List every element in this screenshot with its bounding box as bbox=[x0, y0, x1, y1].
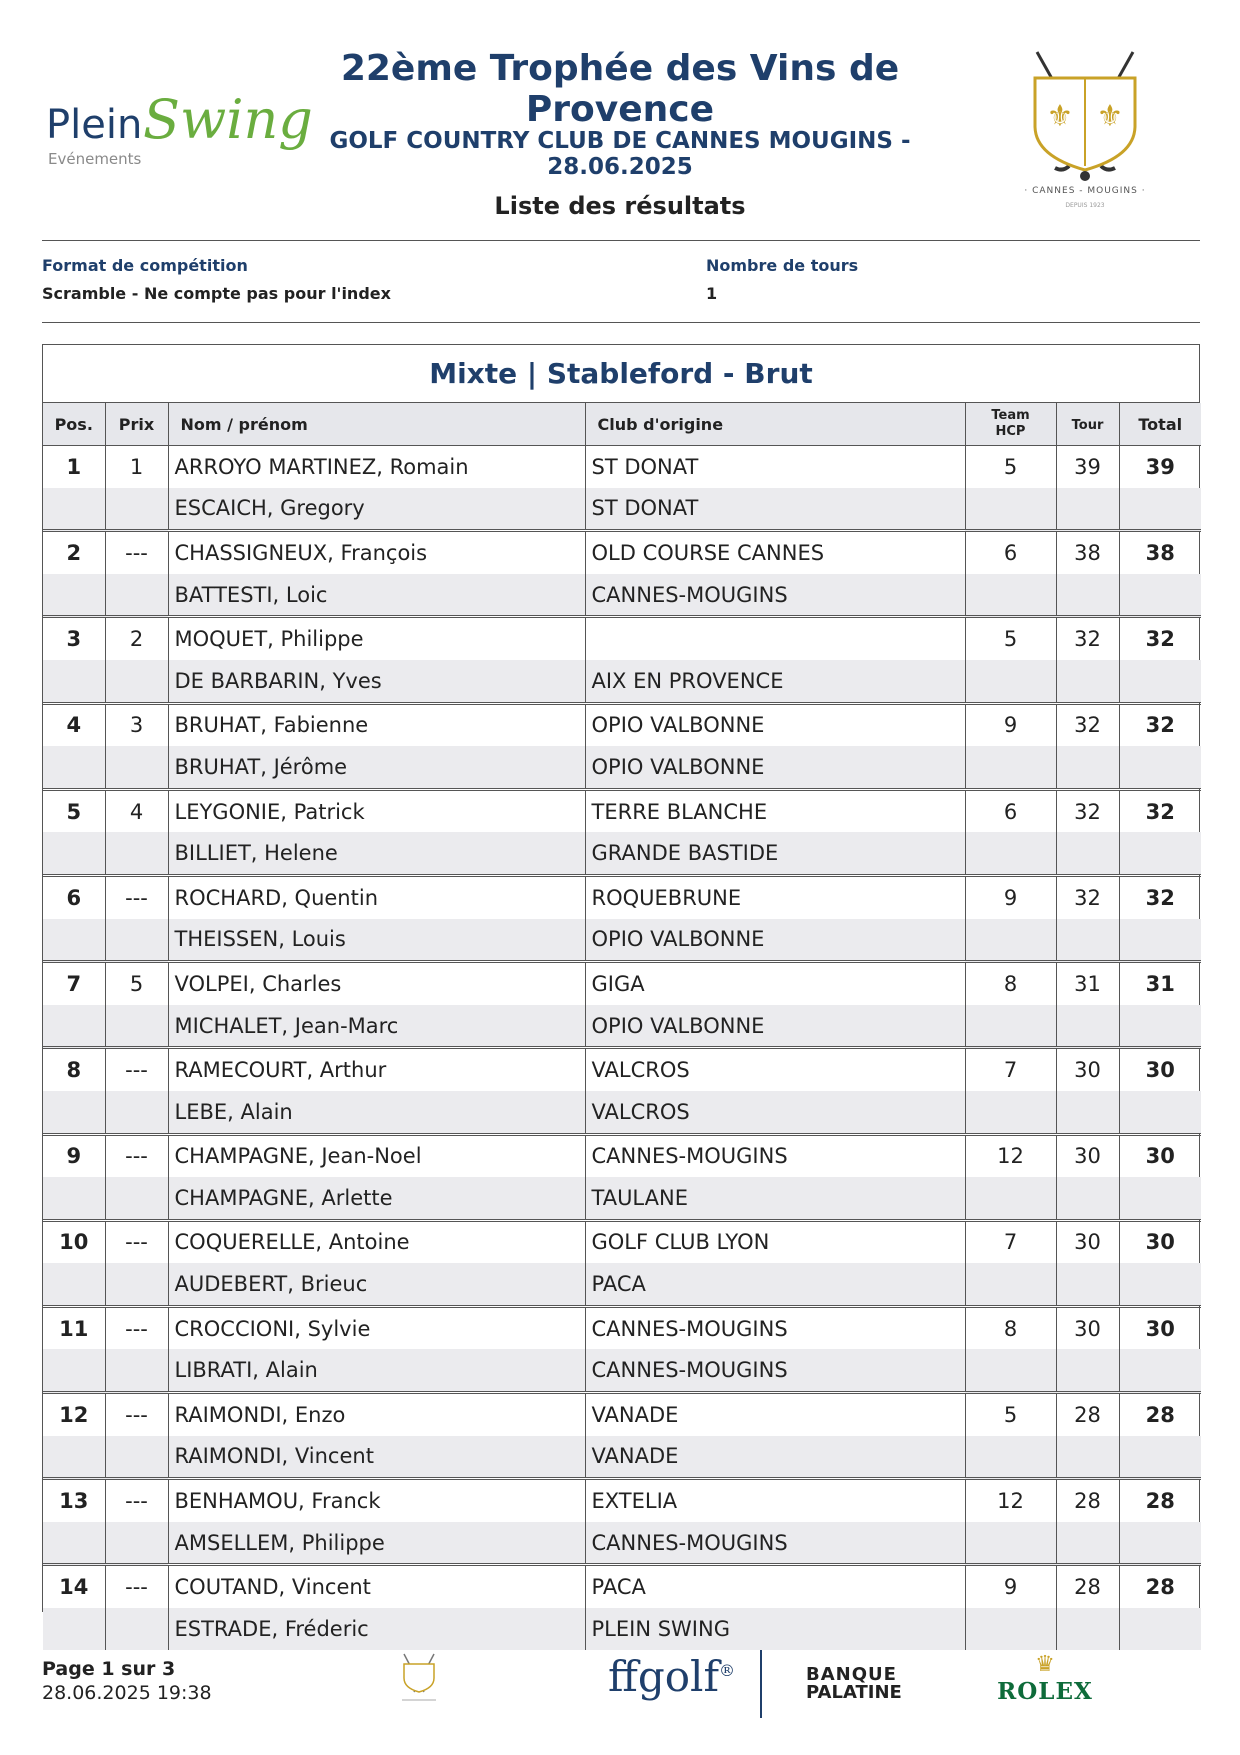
cell-tour-empty bbox=[1056, 832, 1119, 875]
cell-pos-empty bbox=[43, 1091, 105, 1134]
cell-tour: 39 bbox=[1056, 446, 1119, 488]
cell-club: CANNES-MOUGINS bbox=[585, 1522, 965, 1565]
col-header-hcp-line1: Team bbox=[991, 408, 1030, 423]
cell-club: OPIO VALBONNE bbox=[585, 919, 965, 962]
rolex-wordmark: ROLEX bbox=[997, 1678, 1093, 1705]
cell-tour: 32 bbox=[1056, 789, 1119, 832]
cell-pos-empty bbox=[43, 1436, 105, 1479]
cell-total: 30 bbox=[1119, 1220, 1201, 1263]
plein-swing-logo bbox=[46, 88, 313, 172]
team-row-primary bbox=[43, 446, 1201, 488]
cell-team-hcp: 8 bbox=[965, 962, 1056, 1005]
cell-club: AIX EN PROVENCE bbox=[585, 660, 965, 703]
cell-prix: 1 bbox=[105, 446, 168, 488]
results-title: Mixte | Stableford - Brut bbox=[43, 345, 1199, 403]
svg-text:⚜: ⚜ bbox=[1096, 99, 1124, 134]
cell-club: CANNES-MOUGINS bbox=[585, 1349, 965, 1392]
cell-player-name: CROCCIONI, Sylvie bbox=[168, 1306, 585, 1349]
cell-club: EXTELIA bbox=[585, 1479, 965, 1522]
team-row-primary bbox=[43, 703, 1201, 746]
team-row-primary bbox=[43, 1393, 1201, 1436]
cell-pos-empty bbox=[43, 1608, 105, 1650]
cell-hcp-empty bbox=[965, 1177, 1056, 1220]
cell-prix-empty bbox=[105, 1522, 168, 1565]
cell-tour-empty bbox=[1056, 574, 1119, 617]
cell-player-name: ROCHARD, Quentin bbox=[168, 875, 585, 918]
cell-prix: --- bbox=[105, 1393, 168, 1436]
cell-tour-empty bbox=[1056, 488, 1119, 531]
cell-tour: 38 bbox=[1056, 531, 1119, 574]
cell-pos: 6 bbox=[43, 875, 105, 918]
team-row-secondary bbox=[43, 1349, 1201, 1392]
cell-total: 32 bbox=[1119, 875, 1201, 918]
cell-prix: --- bbox=[105, 1048, 168, 1091]
cell-total: 31 bbox=[1119, 962, 1201, 1005]
cell-team-hcp: 5 bbox=[965, 617, 1056, 660]
cell-player-name: BRUHAT, Fabienne bbox=[168, 703, 585, 746]
cell-club: GOLF CLUB LYON bbox=[585, 1220, 965, 1263]
team-row-primary bbox=[43, 789, 1201, 832]
results-table-panel bbox=[42, 344, 1200, 1641]
rounds-label: Nombre de tours bbox=[706, 256, 859, 275]
cell-club: OPIO VALBONNE bbox=[585, 703, 965, 746]
cell-prix-empty bbox=[105, 488, 168, 531]
team-row-secondary bbox=[43, 574, 1201, 617]
cell-pos-empty bbox=[43, 919, 105, 962]
cell-club: GRANDE BASTIDE bbox=[585, 832, 965, 875]
cell-player-name: DE BARBARIN, Yves bbox=[168, 660, 585, 703]
team-row-secondary bbox=[43, 832, 1201, 875]
cell-tour: 31 bbox=[1056, 962, 1119, 1005]
cell-prix: 3 bbox=[105, 703, 168, 746]
cell-prix-empty bbox=[105, 746, 168, 789]
col-header-tour-label: Tour bbox=[1071, 418, 1104, 433]
cell-prix: 5 bbox=[105, 962, 168, 1005]
cell-pos: 5 bbox=[43, 789, 105, 832]
cell-team-hcp: 8 bbox=[965, 1306, 1056, 1349]
team-row-primary bbox=[43, 962, 1201, 1005]
cell-pos-empty bbox=[43, 1522, 105, 1565]
cell-total-empty bbox=[1119, 488, 1201, 531]
cell-prix: --- bbox=[105, 1565, 168, 1608]
cell-total-empty bbox=[1119, 1177, 1201, 1220]
cell-team-hcp: 7 bbox=[965, 1220, 1056, 1263]
team-row-secondary bbox=[43, 1263, 1201, 1306]
cell-prix-empty bbox=[105, 1349, 168, 1392]
cell-player-name: BRUHAT, Jérôme bbox=[168, 746, 585, 789]
cell-club: PACA bbox=[585, 1263, 965, 1306]
cell-hcp-empty bbox=[965, 488, 1056, 531]
cell-tour: 28 bbox=[1056, 1565, 1119, 1608]
col-header-name: Nom / prénom bbox=[168, 403, 585, 446]
cell-club: ST DONAT bbox=[585, 488, 965, 531]
cell-pos: 1 bbox=[43, 446, 105, 488]
cell-tour: 32 bbox=[1056, 703, 1119, 746]
cell-prix-empty bbox=[105, 1436, 168, 1479]
cell-total-empty bbox=[1119, 1005, 1201, 1048]
team-row-primary bbox=[43, 1220, 1201, 1263]
team-row-secondary bbox=[43, 1177, 1201, 1220]
banque-line2: PALATINE bbox=[806, 1682, 902, 1703]
cell-player-name: LEBE, Alain bbox=[168, 1091, 585, 1134]
cell-pos: 12 bbox=[43, 1393, 105, 1436]
banque-palatine-logo bbox=[806, 1666, 946, 1702]
team-row-primary bbox=[43, 1134, 1201, 1177]
team-row-primary bbox=[43, 875, 1201, 918]
team-row-primary bbox=[43, 1565, 1201, 1608]
cell-tour: 30 bbox=[1056, 1048, 1119, 1091]
cell-prix: --- bbox=[105, 531, 168, 574]
crest-icon bbox=[1015, 48, 1155, 183]
cell-total-empty bbox=[1119, 1349, 1201, 1392]
cell-club: VALCROS bbox=[585, 1048, 965, 1091]
cell-tour-empty bbox=[1056, 919, 1119, 962]
cell-pos-empty bbox=[43, 660, 105, 703]
col-header-tour bbox=[1056, 403, 1119, 446]
logo-word-swing: Swing bbox=[143, 88, 313, 151]
cell-pos: 9 bbox=[43, 1134, 105, 1177]
cell-player-name: MOQUET, Philippe bbox=[168, 617, 585, 660]
document-header bbox=[0, 0, 1240, 230]
cell-total-empty bbox=[1119, 1091, 1201, 1134]
cell-tour: 32 bbox=[1056, 875, 1119, 918]
cell-pos: 13 bbox=[43, 1479, 105, 1522]
cell-prix: 2 bbox=[105, 617, 168, 660]
table-header-row bbox=[43, 403, 1201, 446]
col-header-total: Total bbox=[1119, 403, 1201, 446]
cell-hcp-empty bbox=[965, 1091, 1056, 1134]
small-crest-icon bbox=[398, 1652, 440, 1704]
cell-club: CANNES-MOUGINS bbox=[585, 1306, 965, 1349]
cell-player-name: CHAMPAGNE, Arlette bbox=[168, 1177, 585, 1220]
cell-club: OPIO VALBONNE bbox=[585, 746, 965, 789]
cell-prix: --- bbox=[105, 1479, 168, 1522]
cell-team-hcp: 6 bbox=[965, 789, 1056, 832]
cell-club: PACA bbox=[585, 1565, 965, 1608]
cell-team-hcp: 6 bbox=[965, 531, 1056, 574]
cell-player-name: CHASSIGNEUX, François bbox=[168, 531, 585, 574]
cell-player-name: COQUERELLE, Antoine bbox=[168, 1220, 585, 1263]
cell-club: ROQUEBRUNE bbox=[585, 875, 965, 918]
team-row-primary bbox=[43, 531, 1201, 574]
ffgolf-logo bbox=[608, 1652, 735, 1701]
cell-team-hcp: 9 bbox=[965, 703, 1056, 746]
cell-team-hcp: 7 bbox=[965, 1048, 1056, 1091]
ffgolf-wordmark: ffgolf bbox=[608, 1652, 719, 1701]
document-heading: Liste des résultats bbox=[494, 192, 746, 220]
cell-prix-empty bbox=[105, 832, 168, 875]
cell-pos-empty bbox=[43, 1177, 105, 1220]
print-datetime: 28.06.2025 19:38 bbox=[42, 1682, 212, 1704]
team-row-primary bbox=[43, 1048, 1201, 1091]
cell-pos: 7 bbox=[43, 962, 105, 1005]
cell-tour-empty bbox=[1056, 660, 1119, 703]
cell-hcp-empty bbox=[965, 919, 1056, 962]
cell-pos-empty bbox=[43, 1263, 105, 1306]
team-row-primary bbox=[43, 617, 1201, 660]
cell-tour: 28 bbox=[1056, 1393, 1119, 1436]
cell-pos-empty bbox=[43, 1349, 105, 1392]
crest-text: · CANNES - MOUGINS · bbox=[1024, 186, 1146, 196]
cell-total: 39 bbox=[1145, 454, 1175, 479]
small-club-crest-logo bbox=[398, 1652, 440, 1704]
cell-prix: --- bbox=[105, 1306, 168, 1349]
format-label: Format de compétition bbox=[42, 256, 248, 275]
cell-total: 38 bbox=[1119, 531, 1201, 574]
cell-tour-empty bbox=[1056, 1263, 1119, 1306]
cell-total-empty bbox=[1119, 574, 1201, 617]
cell-total: 32 bbox=[1119, 789, 1201, 832]
col-header-team-hcp bbox=[965, 403, 1056, 446]
cell-player-name: BILLIET, Helene bbox=[168, 832, 585, 875]
cell-tour: 30 bbox=[1056, 1134, 1119, 1177]
cell-pos: 3 bbox=[43, 617, 105, 660]
cell-total: 28 bbox=[1119, 1479, 1201, 1522]
crown-icon: ♛ bbox=[1035, 1652, 1055, 1677]
cell-tour: 32 bbox=[1056, 617, 1119, 660]
cell-player-name: MICHALET, Jean-Marc bbox=[168, 1005, 585, 1048]
team-row-secondary bbox=[43, 1436, 1201, 1479]
divider-bottom bbox=[42, 322, 1200, 323]
cell-tour-empty bbox=[1056, 1436, 1119, 1479]
cell-prix-empty bbox=[105, 660, 168, 703]
cell-prix-empty bbox=[105, 919, 168, 962]
cell-total: 30 bbox=[1119, 1306, 1201, 1349]
cell-club: VANADE bbox=[585, 1393, 965, 1436]
cell-hcp-empty bbox=[965, 1608, 1056, 1650]
cell-prix: --- bbox=[105, 1220, 168, 1263]
cell-player-name: CHAMPAGNE, Jean-Noel bbox=[168, 1134, 585, 1177]
cell-total: 28 bbox=[1119, 1565, 1201, 1608]
cell-pos: 14 bbox=[43, 1565, 105, 1608]
cell-prix: 4 bbox=[105, 789, 168, 832]
team-row-secondary bbox=[43, 488, 1201, 531]
page-number: Page 1 sur 3 bbox=[42, 1658, 176, 1680]
svg-text:⚜: ⚜ bbox=[1046, 99, 1074, 134]
col-header-prix: Prix bbox=[105, 403, 168, 446]
page-subtitle: GOLF COUNTRY CLUB DE CANNES MOUGINS - 28.06.2025 bbox=[329, 128, 911, 180]
cell-hcp-empty bbox=[965, 660, 1056, 703]
format-value: Scramble - Ne compte pas pour l'index bbox=[42, 284, 391, 303]
cell-total: 28 bbox=[1119, 1393, 1201, 1436]
cell-pos: 2 bbox=[43, 531, 105, 574]
page-title: 22ème Trophée des Vins de Provence bbox=[340, 48, 900, 130]
cell-total: 30 bbox=[1119, 1134, 1201, 1177]
registered-icon: ® bbox=[719, 1661, 735, 1680]
cell-hcp-empty bbox=[965, 1436, 1056, 1479]
cell-pos-empty bbox=[43, 574, 105, 617]
cell-prix-empty bbox=[105, 1263, 168, 1306]
cell-team-hcp: 12 bbox=[965, 1479, 1056, 1522]
crest-subtext: DEPUIS 1923 bbox=[1065, 202, 1105, 209]
cell-total-empty bbox=[1119, 1522, 1201, 1565]
rolex-logo bbox=[995, 1652, 1095, 1712]
cell-tour-empty bbox=[1056, 1177, 1119, 1220]
cell-tour-empty bbox=[1056, 1005, 1119, 1048]
cell-player-name: VOLPEI, Charles bbox=[168, 962, 585, 1005]
cell-total-empty bbox=[1119, 832, 1201, 875]
cell-pos-empty bbox=[43, 488, 105, 531]
cell-hcp-empty bbox=[965, 746, 1056, 789]
cell-prix-empty bbox=[105, 574, 168, 617]
cell-tour-empty bbox=[1056, 1608, 1119, 1650]
cell-prix: --- bbox=[105, 1134, 168, 1177]
cell-player-name: ESTRADE, Fréderic bbox=[168, 1608, 585, 1650]
cell-tour: 28 bbox=[1056, 1479, 1119, 1522]
cell-player-name: ARROYO MARTINEZ, Romain bbox=[168, 446, 585, 488]
team-row-primary bbox=[43, 1479, 1201, 1522]
cell-player-name: AUDEBERT, Brieuc bbox=[168, 1263, 585, 1306]
cell-player-name: RAIMONDI, Vincent bbox=[168, 1436, 585, 1479]
cell-tour: 30 bbox=[1056, 1220, 1119, 1263]
cell-club: OLD COURSE CANNES bbox=[585, 531, 965, 574]
cell-prix-empty bbox=[105, 1005, 168, 1048]
cell-club: OPIO VALBONNE bbox=[585, 1005, 965, 1048]
cell-team-hcp: 5 bbox=[965, 1393, 1056, 1436]
cell-pos-empty bbox=[43, 832, 105, 875]
cell-club: TAULANE bbox=[585, 1177, 965, 1220]
team-row-primary bbox=[43, 1306, 1201, 1349]
team-row-secondary bbox=[43, 1005, 1201, 1048]
cell-prix-empty bbox=[105, 1177, 168, 1220]
cell-pos: 10 bbox=[43, 1220, 105, 1263]
cell-tour-empty bbox=[1056, 1349, 1119, 1392]
results-table bbox=[43, 403, 1201, 1650]
club-crest-logo bbox=[1015, 48, 1155, 218]
cell-prix-empty bbox=[105, 1608, 168, 1650]
cell-player-name: THEISSEN, Louis bbox=[168, 919, 585, 962]
cell-total: 32 bbox=[1119, 617, 1201, 660]
cell-club: GIGA bbox=[585, 962, 965, 1005]
cell-tour-empty bbox=[1056, 1522, 1119, 1565]
team-row-secondary bbox=[43, 919, 1201, 962]
cell-club: TERRE BLANCHE bbox=[585, 789, 965, 832]
cell-tour: 30 bbox=[1056, 1306, 1119, 1349]
cell-player-name: AMSELLEM, Philippe bbox=[168, 1522, 585, 1565]
results-body bbox=[43, 446, 1201, 1650]
cell-club: VANADE bbox=[585, 1436, 965, 1479]
cell-pos: 8 bbox=[43, 1048, 105, 1091]
logo-tagline: Evénements bbox=[48, 150, 142, 168]
cell-tour-empty bbox=[1056, 746, 1119, 789]
cell-player-name: COUTAND, Vincent bbox=[168, 1565, 585, 1608]
cell-team-hcp: 9 bbox=[965, 1565, 1056, 1608]
cell-team-hcp: 9 bbox=[965, 875, 1056, 918]
col-header-club: Club d'origine bbox=[585, 403, 965, 446]
cell-total-empty bbox=[1119, 746, 1201, 789]
cell-hcp-empty bbox=[965, 1522, 1056, 1565]
team-row-secondary bbox=[43, 1608, 1201, 1650]
cell-tour-empty bbox=[1056, 1091, 1119, 1134]
cell-club: PLEIN SWING bbox=[585, 1608, 965, 1650]
cell-player-name: LEYGONIE, Patrick bbox=[168, 789, 585, 832]
cell-hcp-empty bbox=[965, 1005, 1056, 1048]
cell-player-name: RAIMONDI, Enzo bbox=[168, 1393, 585, 1436]
cell-player-name: BATTESTI, Loic bbox=[168, 574, 585, 617]
cell-pos: 11 bbox=[43, 1306, 105, 1349]
cell-club bbox=[585, 617, 965, 660]
col-header-pos: Pos. bbox=[43, 403, 105, 446]
cell-hcp-empty bbox=[965, 832, 1056, 875]
footer-separator bbox=[760, 1650, 762, 1718]
cell-total-empty bbox=[1119, 919, 1201, 962]
cell-total-empty bbox=[1119, 1608, 1201, 1650]
cell-team-hcp: 5 bbox=[965, 446, 1056, 488]
cell-total-empty bbox=[1119, 1436, 1201, 1479]
cell-pos-empty bbox=[43, 1005, 105, 1048]
cell-team-hcp: 12 bbox=[965, 1134, 1056, 1177]
cell-total: 30 bbox=[1119, 1048, 1201, 1091]
rounds-value: 1 bbox=[706, 284, 718, 303]
cell-player-name: ESCAICH, Gregory bbox=[168, 488, 585, 531]
cell-pos: 4 bbox=[43, 703, 105, 746]
col-header-hcp-line2: HCP bbox=[995, 424, 1026, 439]
cell-club: VALCROS bbox=[585, 1091, 965, 1134]
team-row-secondary bbox=[43, 1522, 1201, 1565]
team-row-secondary bbox=[43, 1091, 1201, 1134]
cell-total: 32 bbox=[1119, 703, 1201, 746]
cell-hcp-empty bbox=[965, 574, 1056, 617]
cell-total-empty bbox=[1119, 660, 1201, 703]
cell-prix-empty bbox=[105, 1091, 168, 1134]
team-row-secondary bbox=[43, 746, 1201, 789]
cell-player-name: BENHAMOU, Franck bbox=[168, 1479, 585, 1522]
cell-club: CANNES-MOUGINS bbox=[585, 1134, 965, 1177]
cell-player-name: LIBRATI, Alain bbox=[168, 1349, 585, 1392]
cell-club: ST DONAT bbox=[585, 446, 965, 488]
cell-prix: --- bbox=[105, 875, 168, 918]
cell-hcp-empty bbox=[965, 1349, 1056, 1392]
divider-top bbox=[42, 240, 1200, 241]
cell-total-empty bbox=[1119, 1263, 1201, 1306]
cell-player-name: RAMECOURT, Arthur bbox=[168, 1048, 585, 1091]
cell-club: CANNES-MOUGINS bbox=[585, 574, 965, 617]
cell-pos-empty bbox=[43, 746, 105, 789]
team-row-secondary bbox=[43, 660, 1201, 703]
logo-word-plein: Plein bbox=[46, 102, 143, 148]
banque-line1: BANQUE bbox=[806, 1664, 897, 1685]
cell-hcp-empty bbox=[965, 1263, 1056, 1306]
